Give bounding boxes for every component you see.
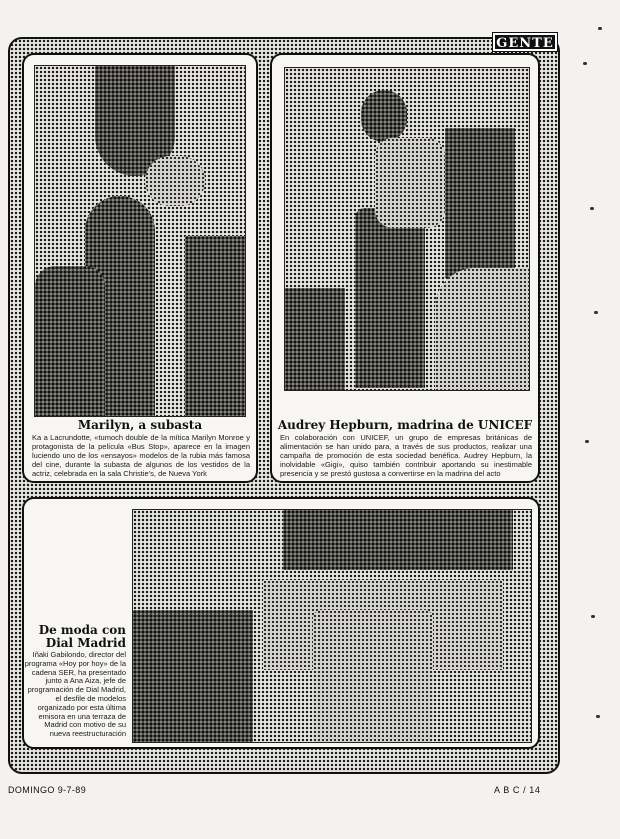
footer-date: DOMINGO 9-7-89 [8,785,87,795]
dial-madrid-caption: Iñaki Gabilondo, director del programa «Hoy por hoy» de la cadena SER, ha presentado junto a Ana Aiza, jefe de programación de Dial Madrid, el desfile de modelos organizado por esta última emisora en una terraza de Madrid con motivo de su nueva reestructuración [24,650,126,739]
photo-figure [185,236,246,417]
photo-figure [153,630,213,690]
margin-mark [585,440,589,443]
audrey-caption: En colaboración con UNICEF, un grupo de empresas británicas de alimentación se han unido para, a través de sus productos, realizar una campaña de promoción de esta sociedad benéfica. Audrey Hepburn, la inolvidable «Gigi», quiso también contribuir aportando su inestimable presencia y se prestó gustosa a convertirse en la madrina del acto [280,433,532,478]
margin-mark [594,311,598,314]
photo-figure [355,208,425,388]
margin-mark [590,207,594,210]
story-audrey [270,53,540,483]
photo-figure [313,610,433,743]
marilyn-headline: Marilyn, a subasta [77,418,203,432]
audrey-photo [284,67,530,391]
story-marilyn [22,53,258,483]
section-tag: GENTE [493,33,557,51]
margin-mark [598,27,602,30]
photo-figure [283,510,513,570]
marilyn-caption: Ka a Lacrundotte, «tumoch double de la mítica Marilyn Monroe y protagonista de la película «Bus Stop», aparece en la imagen luciendo uno de los «ensayos» modelos de la rubia más famosa del cine, durante la subasta de algunos de los vestidos de la actriz, celebrada en la sala Christie's, de Nueva York [32,433,250,478]
photo-figure [375,138,445,228]
footer-page: A B C / 14 [494,785,541,795]
dial-madrid-title: De moda con Dial Madrid [38,623,126,650]
photo-figure [285,288,345,391]
margin-mark [583,62,587,65]
margin-mark [596,715,600,718]
photo-figure [435,268,530,391]
photo-figure [145,156,205,206]
photo-figure [35,266,105,417]
dial-madrid-photo [132,509,532,743]
photo-figure [445,128,515,278]
marilyn-photo [34,65,246,417]
photo-figure [361,90,407,142]
margin-mark [591,615,595,618]
audrey-headline: Audrey Hepburn, madrina de UNICEF [277,418,533,432]
